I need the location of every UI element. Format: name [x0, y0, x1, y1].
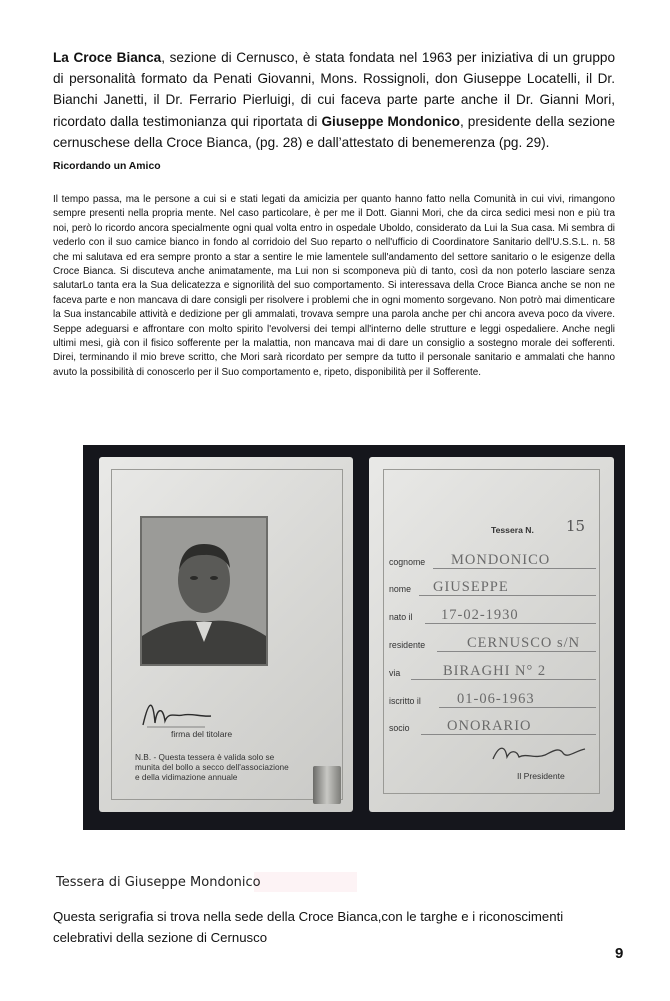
president-signature	[489, 741, 589, 767]
portrait-photo	[140, 516, 268, 666]
holder-signature	[139, 697, 289, 731]
serigraphy-caption: Questa serigrafia si trova nella sede della Croce Bianca,con le targhe e i riconoscimenti celebrativi della sezione di Cernusco	[53, 909, 564, 945]
intro-bold-org: La Croce Bianca	[53, 50, 162, 65]
tessera-number-value: 15	[566, 517, 586, 535]
membership-card-photo	[83, 445, 625, 830]
caption-highlight	[254, 872, 357, 892]
field-value: MONDONICO	[451, 552, 551, 568]
field-value: BIRAGHI N° 2	[443, 663, 547, 679]
intro-text-a: , sezione di Cernusco, è stata fondata nel 1963 per iniziativa di un gruppo di personalità formato da Penati Giovanni, Mons. Rossignoli, don Giuseppe Locatelli, il Dr. Bianchi Janetti, il Dr. Ferrario Pierluigi, di cui faceva parte parte anche il Dr. Gianni Mori, ricordato dalla testimonianza qui riportata di	[53, 50, 615, 129]
field-label: nome	[389, 584, 412, 594]
field-label: nato il	[389, 612, 413, 622]
nb-notice: N.B. - Questa tessera è valida solo se munita del bollo a secco dell'associazione e della vidimazione annuale	[135, 752, 289, 782]
field-row-socio	[389, 713, 596, 735]
intro-text-b: , presidente della sezione cernuschese della Croce Bianca, (pg. 28) e dall’attestato di benemerenza (pg. 29).	[53, 113, 616, 150]
field-row-residente	[389, 630, 596, 652]
field-row-cognome	[389, 547, 596, 569]
field-row-iscritto	[389, 686, 596, 708]
testimony-text: Il tempo passa, ma le persone a cui si e stati legati da amicizia per quanto hanno fatto nella Comunità in cui vivi, rimangono sempre presenti nella propria mente. Nel caso particolare, è per me il Dott. Gianni Mori, che da circa sedici mesi non e più tra noi, però lo ricordo ancora specialmente ogni qual volta entro in ospedale Uboldo, considerato da Lui la Sua casa. Mi sembra di vederlo con il suo camice bianco in fondo al corridoio del Suo reparto o nell'ufficio di Coordinatore Sanitario dell'U.S.S.L. n. 58 che mi salutava ed era sempre pronto a star a sentire le mie lamentele sull'andamento del settore sanitario o le esigenze della Croce Bianca. Si discuteva anche animatamente, ma Lui non si scomponeva più di tanto, così da non poterlo lasciare senza salutarLo tanta era la Sua delicatezza e signorilità del suo comportamento. Si interessava della Croce Bianca anche se non ne faceva parte e non mancava di dare consigli per risolvere i problemi che in ogni momento sorgevano. Non potrò mai dimenticare la Sua instancabile attività e dedizione per gli ammalati, trovava sempre una parola anche per chi ancora aveva poco da vivere. Seppe adeguarsi e affrontare con molto spirito l'evolversi dei tempi all'interno delle strutture e leggi ospedaliere. Anche negli ultimi mesi, già con il fisico sofferente per la malattia, non mancava mai di dare un consiglio a sostegno morale dei sofferenti. Direi, terminando il mio breve scritto, che Mori sarà ricordato per sempre da tutto il personale sanitario e ammalati che hanno avuto la possibilità di conoscerlo per il Suo comportamento e, ripeto, disponibilità per il Sofferente.	[53, 194, 615, 378]
field-label: via	[389, 668, 401, 678]
intro-bold-name: Giuseppe Mondonico	[321, 113, 460, 129]
president-label: Il Presidente	[517, 771, 565, 781]
signature-caption: firma del titolare	[171, 729, 233, 739]
card-caption: Tessera di Giuseppe Mondonico	[56, 875, 261, 890]
field-value: 17-02-1930	[441, 607, 519, 623]
field-value: GIUSEPPE	[433, 579, 509, 595]
field-label: residente	[389, 640, 426, 650]
card-left-page	[99, 457, 353, 812]
field-row-nome	[389, 574, 596, 596]
intro-paragraph	[53, 47, 615, 153]
card-metal-clip	[313, 766, 341, 804]
field-row-nato	[389, 602, 596, 624]
field-row-via	[389, 658, 596, 680]
field-value: ONORARIO	[447, 718, 532, 734]
field-value: 01-06-1963	[457, 691, 535, 707]
field-label: socio	[389, 723, 410, 733]
field-label: cognome	[389, 557, 426, 567]
tessera-number-label: Tessera N.	[491, 525, 534, 535]
portrait-figure-icon	[142, 518, 266, 664]
section-title: Ricordando un Amico	[53, 161, 161, 172]
field-label: iscritto il	[389, 696, 421, 706]
card-right-page	[369, 457, 614, 812]
page-number: 9	[615, 945, 624, 962]
field-value: CERNUSCO s/N	[467, 635, 581, 651]
